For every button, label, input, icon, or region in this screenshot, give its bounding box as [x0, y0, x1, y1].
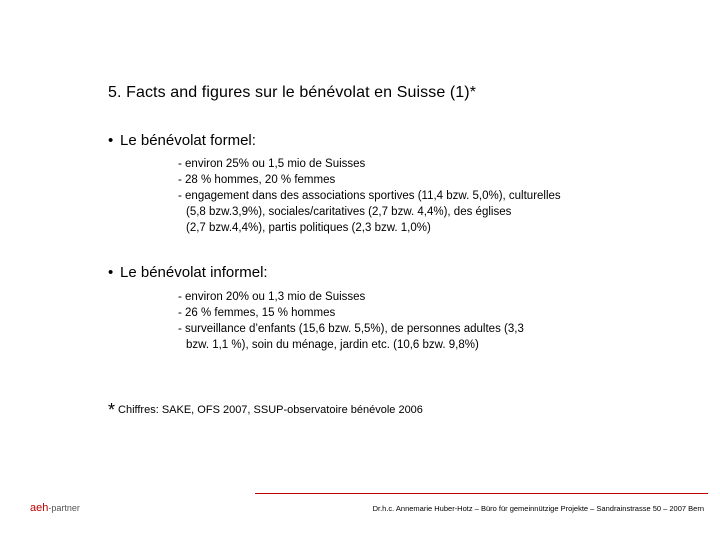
asterisk-icon: *: [108, 400, 116, 420]
logo-suffix: -partner: [48, 503, 80, 513]
list-item: (2,7 bzw.4,4%), partis politiques (2,3 bzw. 1,0%): [186, 222, 431, 234]
section-heading-label: Le bénévolat informel:: [120, 264, 268, 281]
list-item: - 28 % hommes, 20 % femmes: [178, 174, 336, 186]
list-item: - engagement dans des associations sportives (11,4 bzw. 5,0%), culturelles: [178, 190, 561, 202]
section-heading-label: Le bénévolat formel:: [120, 132, 256, 149]
list-item: - environ 25% ou 1,5 mio de Suisses: [178, 158, 366, 170]
section-informal-list: [178, 289, 524, 353]
section-formal-heading: [108, 132, 256, 149]
list-item: (5,8 bzw.3,9%), sociales/caritatives (2,7 bzw. 4,4%), des églises: [186, 206, 512, 218]
bullet-icon: •: [108, 132, 114, 149]
footnote: [108, 400, 423, 421]
list-item: - environ 20% ou 1,3 mio de Suisses: [178, 291, 366, 303]
bullet-icon: •: [108, 264, 114, 281]
logo-brand: aeh: [30, 502, 49, 514]
logo: [30, 502, 80, 514]
section-formal-list: [178, 156, 561, 236]
list-item: - surveillance d’enfants (15,6 bzw. 5,5%), de personnes adultes (3,3: [178, 323, 524, 335]
list-item: - 26 % femmes, 15 % hommes: [178, 307, 336, 319]
footer-divider: [255, 493, 708, 494]
footer-address: Dr.h.c. Annemarie Huber-Hotz – Büro für gemeinnützige Projekte – Sandrainstrasse 50 – 2007 Bern: [372, 504, 704, 513]
list-item: bzw. 1,1 %), soin du ménage, jardin etc. (10,6 bzw. 9,8%): [186, 339, 479, 351]
section-informal-heading: [108, 264, 268, 281]
page-title: 5. Facts and figures sur le bénévolat en Suisse (1)*: [108, 84, 477, 101]
footnote-text: Chiffres: SAKE, OFS 2007, SSUP-observatoire bénévole 2006: [118, 404, 423, 416]
